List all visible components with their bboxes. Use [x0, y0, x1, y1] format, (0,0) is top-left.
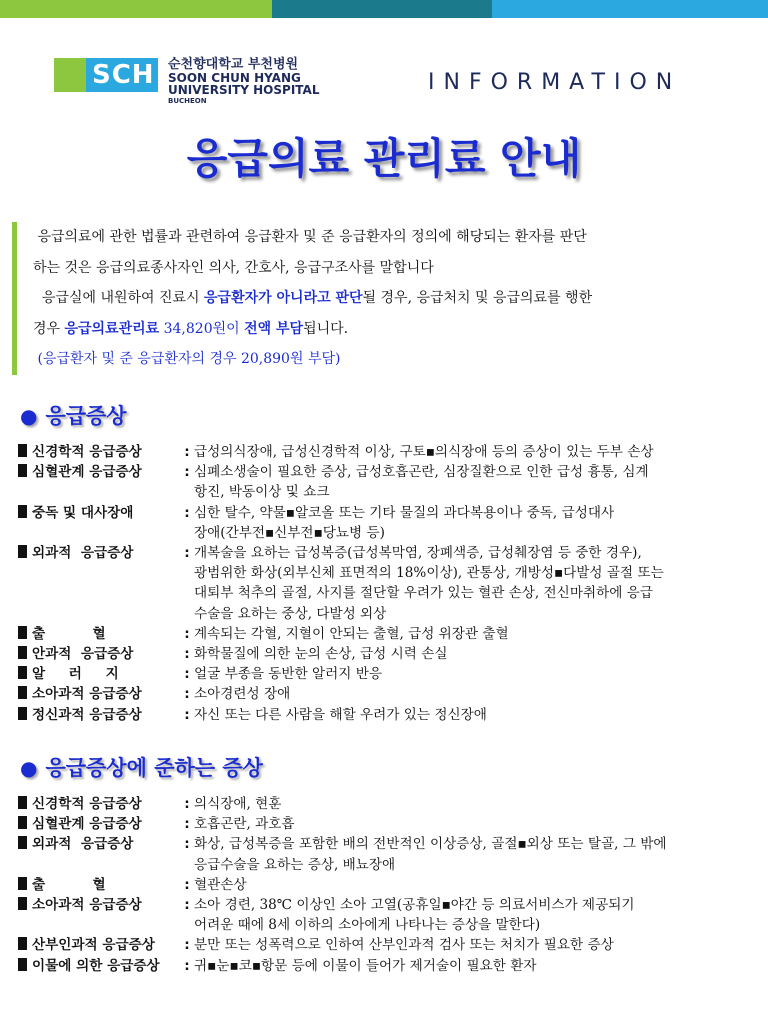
full-charge-highlight: 전액 부담: [244, 320, 304, 337]
label-colon: :: [184, 464, 190, 481]
symptom-row: [18, 442, 766, 462]
symptom-description-line: 화상, 급성복증을 포함한 배의 전반적인 이상증상, 골절▪외상 또는 탈골, 그 밖에: [194, 836, 667, 853]
symptom-description-line: 소아경련성 장애: [194, 686, 291, 703]
symptom-category-label: 외과적 응급증상: [18, 834, 180, 874]
symptom-category-label: 중독 및 대사장애: [18, 503, 180, 543]
symptom-description: [194, 442, 766, 462]
symptom-row: [18, 462, 766, 502]
logo-english-line2: UNIVERSITY HOSPITAL: [168, 83, 320, 98]
symptom-description-line: 호흡곤란, 과호흡: [194, 816, 295, 833]
label-colon: :: [184, 897, 190, 914]
symptom-description-line: 의식장애, 현훈: [194, 796, 282, 812]
symptom-row: [18, 644, 766, 664]
square-bullet-icon: [18, 444, 27, 457]
not-emergency-highlight: 응급환자가 아니라고 판단: [204, 290, 363, 306]
symptom-row: [18, 624, 766, 644]
symptom-row: [18, 895, 766, 935]
square-bullet-icon: [18, 897, 27, 910]
square-bullet-icon: [18, 505, 27, 518]
symptom-description: [194, 875, 766, 895]
fee-amount: 34,820원이: [159, 320, 245, 337]
symptom-description: [194, 814, 766, 834]
square-bullet-icon: [18, 707, 27, 720]
symptom-description-line: 개복술을 요하는 급성복증(급성복막염, 장폐색증, 급성췌장염 등 중한 경우),: [194, 545, 642, 562]
intro-line-5: (응급환자 및 준 응급환자의 경우 20,890원 부담): [37, 351, 341, 367]
symptom-description: [194, 664, 766, 684]
label-colon: :: [184, 796, 190, 812]
label-colon: :: [184, 545, 190, 562]
symptom-description-line: 분만 또는 성폭력으로 인하여 산부인과적 검사 또는 처치가 필요한 증상: [194, 937, 614, 954]
top-bar-blue: [492, 0, 768, 18]
symptom-row: [18, 956, 766, 976]
bullet-dot-icon: ●: [20, 404, 38, 428]
symptom-description-line: 혈관손상: [194, 876, 247, 893]
label-colon: :: [184, 706, 190, 723]
symptom-description: [194, 503, 766, 543]
symptom-description-line: 장애(간부전▪신부전▪당뇨병 등): [194, 524, 385, 541]
intro-block: [12, 222, 768, 375]
symptom-row: [18, 543, 766, 624]
label-colon: :: [184, 625, 190, 642]
label-colon: :: [184, 504, 190, 521]
square-bullet-icon: [18, 626, 27, 639]
symptom-category-label: 신경학적 응급증상: [18, 794, 180, 814]
symptom-description: [194, 543, 766, 624]
symptom-category-label: 안과적 응급증상: [18, 644, 180, 664]
intro-line-4: 경우 응급의료관리료 34,820원이 전액 부담됩니다.: [33, 320, 349, 337]
label-colon: :: [184, 937, 190, 954]
page-title: 응급의료 관리료 안내: [186, 134, 582, 183]
information-header: INFORMATION: [428, 70, 682, 95]
label-colon: :: [184, 816, 190, 833]
semi-emergency-symptom-list: [18, 794, 766, 976]
symptom-category-label: 정신과적 응급증상: [18, 705, 180, 725]
symptom-description: [194, 794, 766, 814]
top-bar-teal: [272, 0, 492, 18]
square-bullet-icon: [18, 464, 27, 477]
label-colon: :: [184, 836, 190, 853]
symptom-category-label: 출 혈: [18, 624, 180, 644]
square-bullet-icon: [18, 836, 27, 849]
symptom-row: [18, 814, 766, 834]
symptom-description: [194, 705, 766, 725]
symptom-description-line: 자신 또는 다른 사람을 해할 우려가 있는 정신장애: [194, 706, 487, 723]
symptom-description: [194, 956, 766, 976]
symptom-description: [194, 624, 766, 644]
emergency-symptom-list: [18, 442, 766, 725]
section-heading-emergency: ● 응급증상: [20, 403, 127, 428]
symptom-description-line: 응급수술을 요하는 증상, 배뇨장애: [194, 856, 396, 873]
symptom-category-label: 알 러 지: [18, 664, 180, 684]
intro-line-3: 응급실에 내원하여 진료시 응급환자가 아니라고 판단될 경우, 응급처치 및 응급의료를 행한: [41, 290, 593, 306]
symptom-description-line: 계속되는 각혈, 지혈이 안되는 출혈, 급성 위장관 출혈: [194, 625, 509, 642]
symptom-description-line: 대퇴부 척추의 골절, 사지를 절단할 우려가 있는 혈관 손상, 전신마취하에 응급: [194, 585, 653, 602]
square-bullet-icon: [18, 666, 27, 679]
symptom-description-line: 귀▪눈▪코▪항문 등에 이물이 들어가 제거술이 필요한 환자: [194, 957, 537, 974]
symptom-row: [18, 834, 766, 874]
symptom-category-label: 소아과적 응급증상: [18, 684, 180, 704]
symptom-category-label: 산부인과적 응급증상: [18, 935, 180, 955]
symptom-row: [18, 664, 766, 684]
symptom-description: [194, 684, 766, 704]
intro-line-2: 하는 것은 응급의료종사자인 의사, 간호사, 응급구조사를 말합니다: [33, 259, 434, 276]
symptom-category-label: 이물에 의한 응급증상: [18, 956, 180, 976]
symptom-row: [18, 935, 766, 955]
symptom-description-line: 얼굴 부종을 동반한 알러지 반응: [194, 666, 382, 683]
label-colon: :: [184, 686, 190, 703]
symptom-category-label: 신경학적 응급증상: [18, 442, 180, 462]
intro-line-1: 응급의료에 관한 법률과 관련하여 응급환자 및 준 응급환자의 정의에 해당되는 환자를 판단: [37, 229, 587, 245]
square-bullet-icon: [18, 646, 27, 659]
symptom-category-label: 심혈관계 응급증상: [18, 462, 180, 502]
symptom-description-line: 급성의식장애, 급성신경학적 이상, 구토▪의식장애 등의 증상이 있는 두부 손상: [194, 444, 654, 460]
symptom-description-line: 광범위한 화상(외부신체 표면적의 18%이상), 관통상, 개방성▪다발성 골절 또는: [194, 565, 664, 582]
symptom-category-label: 출 혈: [18, 875, 180, 895]
logo-english-line1: SOON CHUN HYANG: [168, 70, 301, 85]
symptom-description-line: 항진, 박동이상 및 쇼크: [194, 484, 330, 501]
bullet-dot-icon: ●: [20, 756, 38, 780]
label-colon: :: [184, 666, 190, 683]
symptom-description-line: 소아 경련, 38℃ 이상인 소아 고열(공휴일▪야간 등 의료서비스가 제공되기: [194, 897, 635, 914]
top-bar-green: [0, 0, 272, 18]
square-bullet-icon: [18, 686, 27, 699]
square-bullet-icon: [18, 937, 27, 950]
square-bullet-icon: [18, 816, 27, 829]
logo-english-line3: BUCHEON: [168, 96, 207, 105]
label-colon: :: [184, 444, 190, 460]
symptom-description: [194, 462, 766, 502]
label-colon: :: [184, 957, 190, 974]
symptom-row: [18, 794, 766, 814]
symptom-description-line: 화학물질에 의한 눈의 손상, 급성 시력 손실: [194, 646, 448, 663]
hospital-logo: [54, 58, 319, 105]
symptom-description-line: 심한 탈수, 약물▪알코올 또는 기타 물질의 과다복용이나 중독, 급성대사: [194, 504, 615, 521]
square-bullet-icon: [18, 958, 27, 971]
symptom-row: [18, 684, 766, 704]
fee-name-highlight: 응급의료관리료: [64, 320, 160, 337]
symptom-category-label: 소아과적 응급증상: [18, 895, 180, 935]
symptom-category-label: 심혈관계 응급증상: [18, 814, 180, 834]
symptom-description: [194, 935, 766, 955]
symptom-category-label: 외과적 응급증상: [18, 543, 180, 624]
square-bullet-icon: [18, 545, 27, 558]
symptom-description-line: 수술을 요하는 중상, 다발성 외상: [194, 605, 387, 622]
sch-logo-mark: SCH: [54, 58, 158, 92]
logo-korean-name: 순천향대학교 부천병원: [168, 57, 299, 72]
logo-text: [168, 58, 319, 105]
label-colon: :: [184, 646, 190, 663]
label-colon: :: [184, 876, 190, 893]
symptom-description-line: 어려운 때에 8세 이하의 소아에게 나타나는 증상을 말한다): [194, 917, 541, 934]
symptom-row: [18, 705, 766, 725]
square-bullet-icon: [18, 877, 27, 890]
symptom-description: [194, 895, 766, 935]
symptom-row: [18, 875, 766, 895]
top-color-bar: [0, 0, 768, 18]
square-bullet-icon: [18, 796, 27, 809]
symptom-row: [18, 503, 766, 543]
symptom-description: [194, 644, 766, 664]
section-heading-semi-emergency: ● 응급증상에 준하는 증상: [20, 755, 263, 780]
symptom-description-line: 심폐소생술이 필요한 증상, 급성호흡곤란, 심장질환으로 인한 급성 흉통, 심계: [194, 464, 649, 481]
symptom-description: [194, 834, 766, 874]
